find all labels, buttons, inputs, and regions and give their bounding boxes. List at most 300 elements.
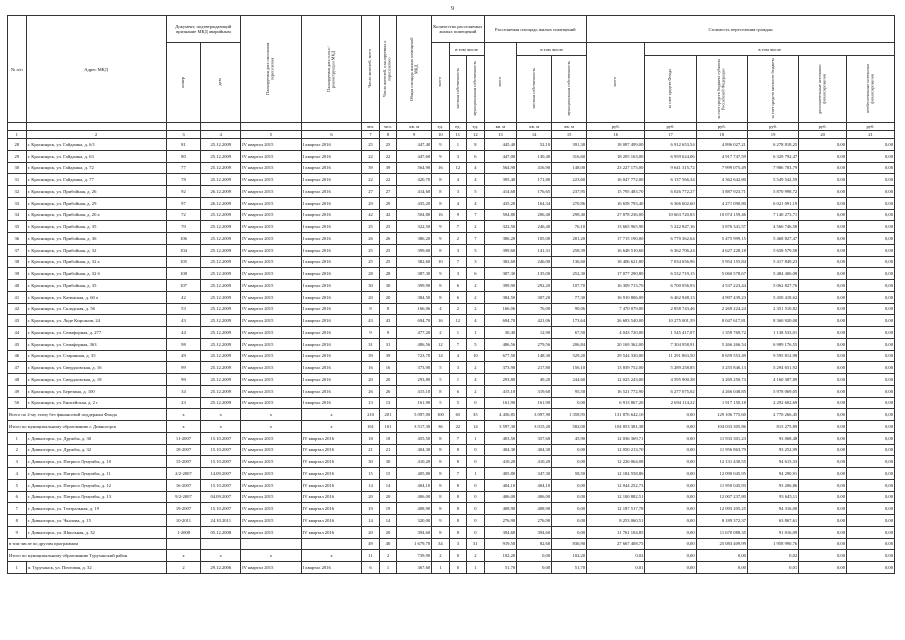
row-resp: 30 <box>379 280 396 292</box>
row-address: г. Красноярск, ул. Старинная, д. 35 <box>26 350 166 362</box>
row-ap: 406,00 <box>517 491 552 503</box>
row-number: 42 <box>8 303 27 315</box>
row-plan-date: IV квартал 2015 <box>241 291 302 303</box>
row-number: 5 <box>8 479 27 491</box>
row-address: г. Красноярск, ул. Катинская, д. 60 а <box>26 291 166 303</box>
row-address: г. Дивногорск, ул. Патриса Лумумбы, д. 11 <box>26 468 166 480</box>
row-area: 504,80 <box>397 209 432 221</box>
row-plan-date: IV квартал 2015 <box>241 162 302 174</box>
row-fed: 11 670 088,35 <box>696 526 747 538</box>
total-a: 919,50 <box>484 538 517 550</box>
row-extra: 0,00 <box>799 233 847 245</box>
row-unf: 0,00 <box>847 468 895 480</box>
row-demolish-date: I квартал 2016 <box>301 197 362 209</box>
row-demolish-date: I квартал 2016 <box>301 562 362 574</box>
row-mun: 0 <box>467 515 484 527</box>
row-plan-date: IV квартал 2015 <box>241 468 302 480</box>
row-number: 50 <box>8 397 27 409</box>
column-number-cell: 9 <box>397 131 432 139</box>
row-priv: 4 <box>449 174 466 186</box>
row-plan-date: IV квартал 2015 <box>241 374 302 386</box>
row-area: 386,20 <box>397 233 432 245</box>
header-municipal: муниципальная собственность <box>467 56 484 123</box>
row-extra: 0,00 <box>799 479 847 491</box>
total-ap: 3 097,90 <box>517 409 552 421</box>
row-doc-number: 16-2007 <box>166 479 201 491</box>
total-plan-date: x <box>241 409 302 421</box>
row-doc-number: 49 <box>166 350 201 362</box>
row-address: г. Дивногорск, ул. Чкалова, д. 15 <box>26 515 166 527</box>
row-loc: 63 867,61 <box>747 515 798 527</box>
row-cost: 16 047 772,00 <box>587 174 645 186</box>
unit-cell: руб. <box>645 123 696 131</box>
row-resp: 18 <box>379 432 396 444</box>
total-ap: 82,60 <box>517 538 552 550</box>
row-address: г. Красноярск, ул. Гайдашка, д. 6/1 <box>26 139 166 151</box>
row-fund: 7 304 958,91 <box>645 338 696 350</box>
row-extra: 0,00 <box>799 280 847 292</box>
total-area: 3 517,30 <box>397 421 432 433</box>
row-unf: 0,00 <box>847 315 895 327</box>
row-cnt: 8 <box>432 444 449 456</box>
row-ap: 416,90 <box>517 162 552 174</box>
row-fund: 6 770 362,64 <box>645 233 696 245</box>
row-unf: 0,00 <box>847 491 895 503</box>
table-header <box>8 16 895 139</box>
table-row <box>8 374 895 386</box>
row-demolish-date: IV квартал 2016 <box>301 515 362 527</box>
total-plan-date <box>241 538 302 550</box>
row-unf: 0,00 <box>847 233 895 245</box>
total-extra: 0,00 <box>799 550 847 562</box>
row-unf: 0,00 <box>847 374 895 386</box>
page-number: 9 <box>451 6 454 12</box>
row-res: 30 <box>362 280 379 292</box>
row-unf: 0,00 <box>847 515 895 527</box>
row-plan-date: IV квартал 2015 <box>241 515 302 527</box>
row-fed: 4 362 642,80 <box>696 174 747 186</box>
row-fund: 0,00 <box>645 444 696 456</box>
row-cost: 16 910 806,00 <box>587 291 645 303</box>
row-unf: 0,00 <box>847 456 895 468</box>
row-a: 51,70 <box>484 562 517 574</box>
total-row <box>8 409 895 421</box>
row-fed: 10 074 159,46 <box>696 209 747 221</box>
total-fed: 25 083 409,99 <box>696 538 747 550</box>
table-row <box>8 186 895 198</box>
total-cost: 131 876 642,10 <box>587 409 645 421</box>
row-fund: 6 366 602,60 <box>645 197 696 209</box>
total-plan-date: x <box>241 550 302 562</box>
row-cnt: 8 <box>432 280 449 292</box>
row-cost: 17 715 190,00 <box>587 233 645 245</box>
row-a: 694,70 <box>484 315 517 327</box>
row-fund: 6 959 624,06 <box>645 150 696 162</box>
row-address: г. Красноярск, ул. Гайдашка, д. 63 <box>26 150 166 162</box>
row-ap: 148,30 <box>517 350 552 362</box>
row-loc: 5 870 998,72 <box>747 186 798 198</box>
row-am: 0,00 <box>552 503 587 515</box>
row-area: 367,60 <box>397 562 432 574</box>
row-loc: 4 566 746,58 <box>747 221 798 233</box>
row-res: 25 <box>362 256 379 268</box>
row-resp: 43 <box>379 315 396 327</box>
row-doc-number: 81 <box>166 139 201 151</box>
row-ap: 279,56 <box>517 338 552 350</box>
row-doc-date: 25.12.2009 <box>201 221 241 233</box>
row-res: 20 <box>362 374 379 386</box>
unit-cell: руб. <box>587 123 645 131</box>
table-row <box>8 515 895 527</box>
row-resp: 20 <box>379 291 396 303</box>
row-mun: 2 <box>467 280 484 292</box>
row-doc-date: 25.12.2009 <box>201 280 241 292</box>
unit-cell <box>26 123 166 131</box>
row-res: 43 <box>362 315 379 327</box>
total-ap: 0,00 <box>517 550 552 562</box>
column-number-cell: 13 <box>484 131 517 139</box>
row-area: 435,20 <box>397 197 432 209</box>
row-cnt: 9 <box>432 221 449 233</box>
row-number: 36 <box>8 233 27 245</box>
header-doc-date: дата <box>201 43 241 123</box>
row-number: 37 <box>8 244 27 256</box>
row-extra: 0,00 <box>799 315 847 327</box>
row-extra: 0,00 <box>799 186 847 198</box>
row-number: 32 <box>8 186 27 198</box>
row-res: 20 <box>362 291 379 303</box>
row-mun: 10 <box>467 350 484 362</box>
row-address: г. Красноярск, ул. Прибойная, д. 36 <box>26 233 166 245</box>
row-area: 382,60 <box>397 256 432 268</box>
row-doc-number: 10-2011 <box>166 515 201 527</box>
row-res: 27 <box>362 186 379 198</box>
row-area: 161,90 <box>397 397 432 409</box>
row-loc: 5 468 827,47 <box>747 233 798 245</box>
row-address: г. Красноярск, ул. Прибойная, д. 29 <box>26 197 166 209</box>
row-demolish-date: IV квартал 2016 <box>301 444 362 456</box>
row-resp: 20 <box>379 526 396 538</box>
total-mun: 31 <box>467 538 484 550</box>
row-unf: 0,00 <box>847 503 895 515</box>
row-unf: 0,00 <box>847 139 895 151</box>
row-doc-date: 15.10.2007 <box>201 444 241 456</box>
row-demolish-date: I квартал 2016 <box>301 303 362 315</box>
row-cost: 13 839 752,00 <box>587 362 645 374</box>
row-doc-date: 25.12.2009 <box>201 362 241 374</box>
unit-cell: ед. <box>449 123 466 131</box>
row-mun: 4 <box>467 315 484 327</box>
table-row <box>8 432 895 444</box>
row-area: 447,40 <box>397 139 432 151</box>
row-res: 22 <box>362 150 379 162</box>
row-fed: 4 266 048,85 <box>696 385 747 397</box>
row-priv: 5 <box>449 397 466 409</box>
row-extra: 0,00 <box>799 432 847 444</box>
total-doc-date <box>201 538 241 550</box>
row-resp: 1 <box>379 562 396 574</box>
header-address: Адрес МКД <box>26 16 166 123</box>
row-am: 173,64 <box>552 315 587 327</box>
row-address: г. Красноярск, ул. Прибойная, д. 32 б <box>26 268 166 280</box>
row-am: 316,60 <box>552 150 587 162</box>
row-extra: 0,00 <box>799 562 847 574</box>
table-row <box>8 397 895 409</box>
total-loc: 2 770 266,45 <box>747 409 798 421</box>
row-cost: 12 050 213,70 <box>587 444 645 456</box>
row-unf: 0,00 <box>847 432 895 444</box>
total-resp: 161 <box>379 421 396 433</box>
total-label: Итого по муниципальному образованию Туруханский район <box>8 550 167 562</box>
row-demolish-date: IV квартал 2016 <box>301 479 362 491</box>
row-extra: 0,00 <box>799 350 847 362</box>
total-demolish-date: x <box>301 409 362 421</box>
row-am: 0,00 <box>552 479 587 491</box>
total-am: 582,00 <box>552 421 587 433</box>
row-mun: 6 <box>467 150 484 162</box>
table-row <box>8 280 895 292</box>
row-demolish-date: I квартал 2016 <box>301 291 362 303</box>
row-loc: 5 484 406,08 <box>747 268 798 280</box>
row-am: 148,00 <box>552 162 587 174</box>
row-cnt: 4 <box>432 303 449 315</box>
row-ap: 135,00 <box>517 268 552 280</box>
row-loc: 1 138 533,01 <box>747 327 798 339</box>
row-extra: 0,00 <box>799 503 847 515</box>
row-extra: 0,00 <box>799 491 847 503</box>
row-fed: 4 627 228,18 <box>696 244 747 256</box>
header-fund: за счет средств Фонда <box>645 56 696 123</box>
row-res: 14 <box>362 479 379 491</box>
row-mun: 1 <box>467 468 484 480</box>
row-resp: 42 <box>379 209 396 221</box>
row-a: 395,40 <box>484 174 517 186</box>
resettlement-table <box>7 15 895 574</box>
row-extra: 0,00 <box>799 444 847 456</box>
row-fed: 5 266 266,54 <box>696 338 747 350</box>
total-row <box>8 421 895 433</box>
column-number-cell: 10 <box>432 131 449 139</box>
row-doc-number: 99 <box>166 374 201 386</box>
row-cost: 12 226 064,08 <box>587 456 645 468</box>
row-extra: 0,00 <box>799 221 847 233</box>
row-plan-date: IV квартал 2015 <box>241 303 302 315</box>
row-doc-number: 15-2007 <box>166 456 201 468</box>
row-unf: 0,00 <box>847 162 895 174</box>
header-cost-group: Стоимость переселения граждан <box>587 16 895 43</box>
row-priv: 7 <box>449 432 466 444</box>
row-fed: 12 007 237,80 <box>696 491 747 503</box>
total-unf: 0,00 <box>847 421 895 433</box>
row-plan-date: IV квартал 2015 <box>241 444 302 456</box>
total-mun: 2 <box>467 550 484 562</box>
row-loc: 5 450 418,62 <box>747 291 798 303</box>
total-demolish-date: x <box>301 550 362 562</box>
row-am: 298,40 <box>552 209 587 221</box>
total-label: Итого по муниципальному образованию г. Дивногорск <box>8 421 167 433</box>
row-mun: 4 <box>467 162 484 174</box>
total-loc: 0,02 <box>747 550 798 562</box>
row-unf: 0,00 <box>847 327 895 339</box>
row-loc: 9 595 812,98 <box>747 350 798 362</box>
row-doc-number: 108 <box>166 268 201 280</box>
row-fed: 12 090 045,95 <box>696 468 747 480</box>
row-demolish-date: I квартал 2016 <box>301 280 362 292</box>
row-priv: 7 <box>449 221 466 233</box>
unit-cell: кв. м <box>517 123 552 131</box>
header-n: № п/п <box>8 16 27 123</box>
unit-cell <box>8 123 27 131</box>
row-priv: 4 <box>449 350 466 362</box>
row-fund: 6 912 653,54 <box>645 139 696 151</box>
row-a: 373,90 <box>484 362 517 374</box>
row-am: 45,90 <box>552 432 587 444</box>
row-doc-date: 15.10.2007 <box>201 456 241 468</box>
row-ap: 246,40 <box>517 221 552 233</box>
row-priv: 7 <box>449 256 466 268</box>
total-fund: 0,00 <box>645 550 696 562</box>
row-resp: 22 <box>379 174 396 186</box>
row-ap: 357,60 <box>517 432 552 444</box>
unit-cell <box>201 123 241 131</box>
row-loc: 6 021 091,19 <box>747 197 798 209</box>
row-number: 3 <box>8 456 27 468</box>
header-residents-planned: Число жителей, планируемых к переселению <box>379 16 396 123</box>
row-unf: 0,00 <box>847 338 895 350</box>
row-loc: 93 206,86 <box>747 479 798 491</box>
row-a: 564,90 <box>484 162 517 174</box>
row-fund: 7 034 656,96 <box>645 256 696 268</box>
row-extra: 0,00 <box>799 468 847 480</box>
column-number-cell: 15 <box>552 131 587 139</box>
row-plan-date: IV квартал 2015 <box>241 233 302 245</box>
row-cost: 4 043 720,00 <box>587 327 645 339</box>
total-area: 5 097,00 <box>397 409 432 421</box>
row-demolish-date: IV квартал 2016 <box>301 526 362 538</box>
row-demolish-date: IV квартал 2016 <box>301 432 362 444</box>
row-fund: 4 595 900,38 <box>645 374 696 386</box>
total-plan-date: x <box>241 421 302 433</box>
row-a: 399,60 <box>484 244 517 256</box>
row-res: 39 <box>362 162 379 174</box>
row-loc: 2 351 510,82 <box>747 303 798 315</box>
row-plan-date: IV квартал 2015 <box>241 315 302 327</box>
row-loc: 4 160 387,89 <box>747 374 798 386</box>
row-a: 166,06 <box>484 303 517 315</box>
column-number-cell: 14 <box>517 131 552 139</box>
row-a: 504,80 <box>484 209 517 221</box>
row-priv: 8 <box>449 503 466 515</box>
row-am: 156,10 <box>552 362 587 374</box>
table-row <box>8 338 895 350</box>
total-am: 102,20 <box>552 550 587 562</box>
row-am: 252,30 <box>552 268 587 280</box>
row-number: 33 <box>8 197 27 209</box>
row-address: г. Красноярск, ул. Складская, д. 56 <box>26 303 166 315</box>
row-doc-number: 53 <box>166 303 201 315</box>
row-doc-number: 11-2007 <box>166 432 201 444</box>
column-number-cell: 21 <box>847 131 895 139</box>
row-extra: 0,00 <box>799 256 847 268</box>
row-doc-date: 26.12.2009 <box>201 186 241 198</box>
row-address: г. Красноярск, ул. Прибойная, д. 20 а <box>26 209 166 221</box>
header-count-in-that: в том числе <box>449 43 484 56</box>
row-doc-date: 15.10.2007 <box>201 503 241 515</box>
row-fund: 0,00 <box>645 562 696 574</box>
row-unf: 0,00 <box>847 350 895 362</box>
column-number-cell: 11 <box>449 131 466 139</box>
unit-cell: руб. <box>847 123 895 131</box>
row-am: 90,06 <box>552 303 587 315</box>
table-row <box>8 385 895 397</box>
row-demolish-date: I квартал 2016 <box>301 268 362 280</box>
table-row <box>8 503 895 515</box>
row-cost: 29 544 330,00 <box>587 350 645 362</box>
row-fed: 3 269 250,73 <box>696 374 747 386</box>
column-number-cell: 2 <box>26 131 166 139</box>
row-ap: 76,00 <box>517 303 552 315</box>
row-cost: 13 665 965,90 <box>587 221 645 233</box>
total-doc-date: x <box>201 550 241 562</box>
row-plan-date: IV квартал 2015 <box>241 139 302 151</box>
row-priv: 2 <box>449 233 466 245</box>
row-number: 9 <box>8 526 27 538</box>
row-mun: 0 <box>467 456 484 468</box>
row-a: 677,50 <box>484 350 517 362</box>
row-area: 293,80 <box>397 374 432 386</box>
row-fed: 3 887 923,71 <box>696 186 747 198</box>
row-unf: 0,00 <box>847 526 895 538</box>
row-res: 29 <box>362 197 379 209</box>
row-doc-date: 25.12.2009 <box>201 327 241 339</box>
row-cnt: 9 <box>432 233 449 245</box>
row-mun: 3 <box>467 256 484 268</box>
row-fund: 5 289 258,85 <box>645 362 696 374</box>
row-a: 382,60 <box>484 256 517 268</box>
total-priv: 0 <box>449 550 466 562</box>
table-row <box>8 139 895 151</box>
row-ap: 141,31 <box>517 244 552 256</box>
row-fed: 0,00 <box>696 562 747 574</box>
row-priv: 1 <box>449 139 466 151</box>
row-fund: 2 858 743,46 <box>645 303 696 315</box>
row-unf: 0,00 <box>847 280 895 292</box>
row-cnt: 8 <box>432 432 449 444</box>
total-label: Всего по 2-му этапу без финансовой поддержки Фонда <box>8 409 167 421</box>
row-area: 410,20 <box>397 456 432 468</box>
row-loc: 5 294 651,92 <box>747 362 798 374</box>
row-loc: 5 658 579,58 <box>747 244 798 256</box>
row-cost: 16 521 772,90 <box>587 385 645 397</box>
row-doc-number: 98 <box>166 338 201 350</box>
header-cost-in-that: в том числе <box>645 43 895 56</box>
row-res: 20 <box>362 526 379 538</box>
row-resp: 14 <box>379 479 396 491</box>
row-doc-date: 25.12.2009 <box>201 291 241 303</box>
row-doc-date: 25.12.2009 <box>201 139 241 151</box>
row-unf: 0,00 <box>847 197 895 209</box>
row-area: 387,30 <box>397 268 432 280</box>
row-am: 77,30 <box>552 291 587 303</box>
row-res: 13 <box>362 397 379 409</box>
row-demolish-date: I квартал 2016 <box>301 209 362 221</box>
row-am: 270,86 <box>552 197 587 209</box>
row-demolish-date: I квартал 2016 <box>301 186 362 198</box>
total-fed: 129 106 775,60 <box>696 409 747 421</box>
row-resp: 14 <box>379 515 396 527</box>
row-extra: 0,00 <box>799 303 847 315</box>
header-federal: за счет средств бюджета субъекта Российской Федерации <box>696 56 747 123</box>
